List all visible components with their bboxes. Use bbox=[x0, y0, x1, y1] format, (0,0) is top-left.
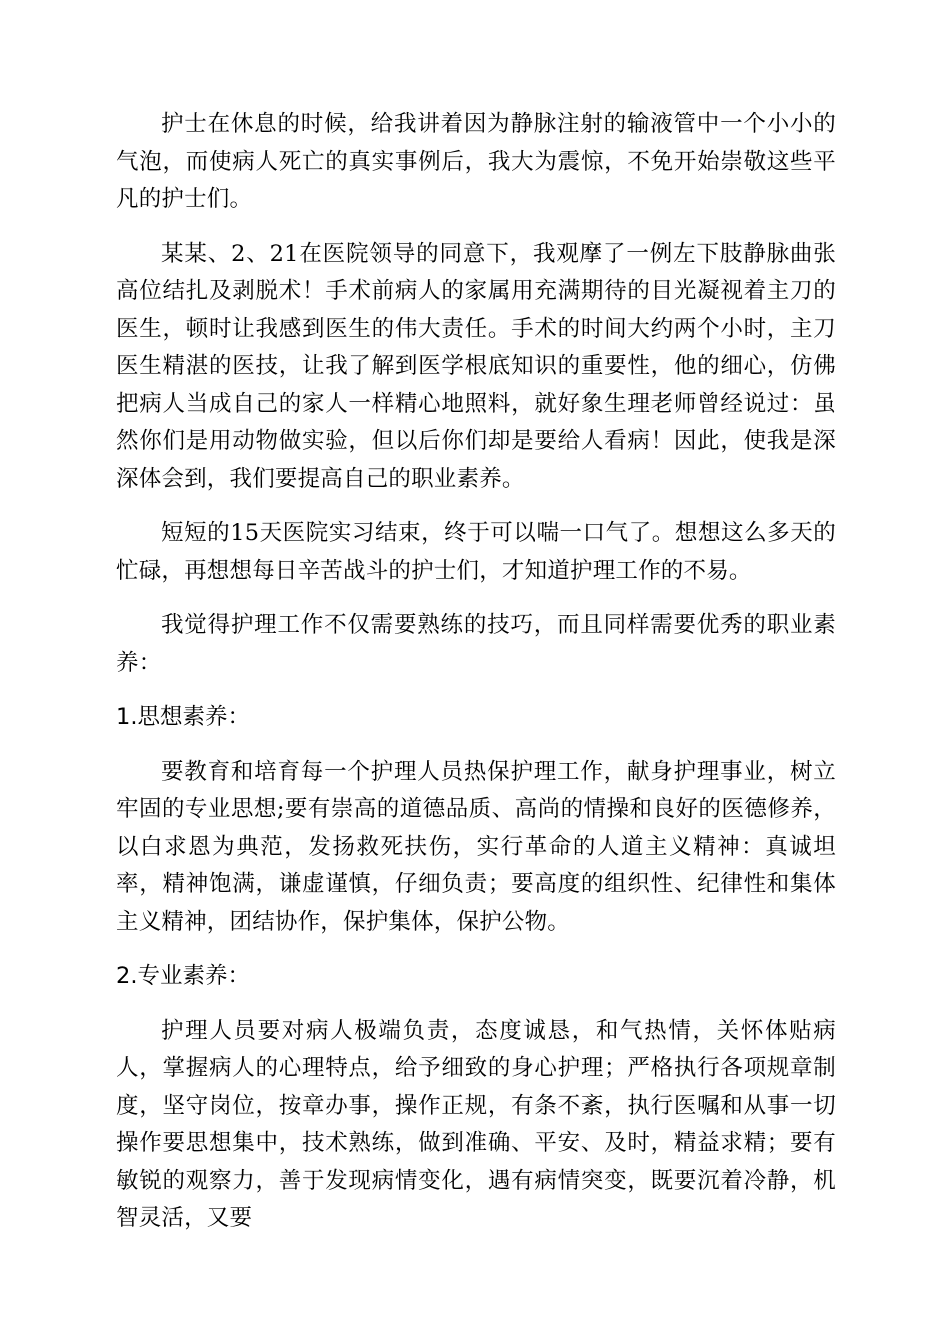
paragraph-surgery-observation: 某某、2、21在医院领导的同意下，我观摩了一例左下肢静脉曲张高位结扎及剥脱术！手术前病人的家属用充满期待的目光凝视着主刀的医生，顿时让我感到医生的伟大责任。手术的时间大约两个小时，主刀医生精湛的医技，让我了解到医学根底知识的重要性，他的细心，仿佛把病人当成自己的家人一样精心地照料，就好象生理老师曾经说过：虽然你们是用动物做实验，但以后你们却是要给人看病！因此，使我是深深体会到，我们要提高自己的职业素养。 bbox=[116, 240, 836, 492]
section-title: 专业素养： bbox=[137, 963, 250, 989]
section-heading-professional bbox=[116, 958, 836, 996]
section-title: 思想素养： bbox=[137, 704, 250, 730]
section-number: 2. bbox=[116, 963, 138, 989]
paragraph-internship-end: 短短的15天医院实习结束，终于可以喘一口气了。想想这么多天的忙碌，再想想每日辛苦战斗的护士们，才知道护理工作的不易。 bbox=[116, 520, 836, 584]
paragraph-professional-body: 护理人员要对病人极端负责，态度诚恳，和气热情，关怀体贴病人，掌握病人的心理特点，给予细致的身心护理；严格执行各项规章制度，坚守岗位，按章办事，操作正规，有条不紊，执行医嘱和从事一切操作要思想集中，技术熟练，做到准确、平安、及时，精益求精；要有敏锐的观察力，善于发现病情变化，遇有病情突变，既要沉着冷静，机智灵活，又要 bbox=[116, 1017, 836, 1231]
paragraph-qualities-intro: 我觉得护理工作不仅需要熟练的技巧，而且同样需要优秀的职业素养： bbox=[116, 612, 836, 676]
paragraph-ideological-body: 要教育和培育每一个护理人员热保护理工作，献身护理事业，树立牢固的专业思想;要有崇高的道德品质、高尚的情操和良好的医德修养，以白求恩为典范，发扬救死扶伤，实行革命的人道主义精神：真诚坦率，精神饱满，谦虚谨慎，仔细负责；要高度的组织性、纪律性和集体主义精神，团结协作，保护集体，保护公物。 bbox=[116, 758, 836, 935]
section-number: 1. bbox=[116, 704, 138, 730]
document-body bbox=[116, 106, 836, 1255]
paragraph-nurse-story: 护士在休息的时候，给我讲着因为静脉注射的输液管中一个小小的气泡，而使病人死亡的真实事例后，我大为震惊，不免开始崇敬这些平凡的护士们。 bbox=[116, 111, 836, 212]
section-heading-ideological bbox=[116, 699, 836, 737]
